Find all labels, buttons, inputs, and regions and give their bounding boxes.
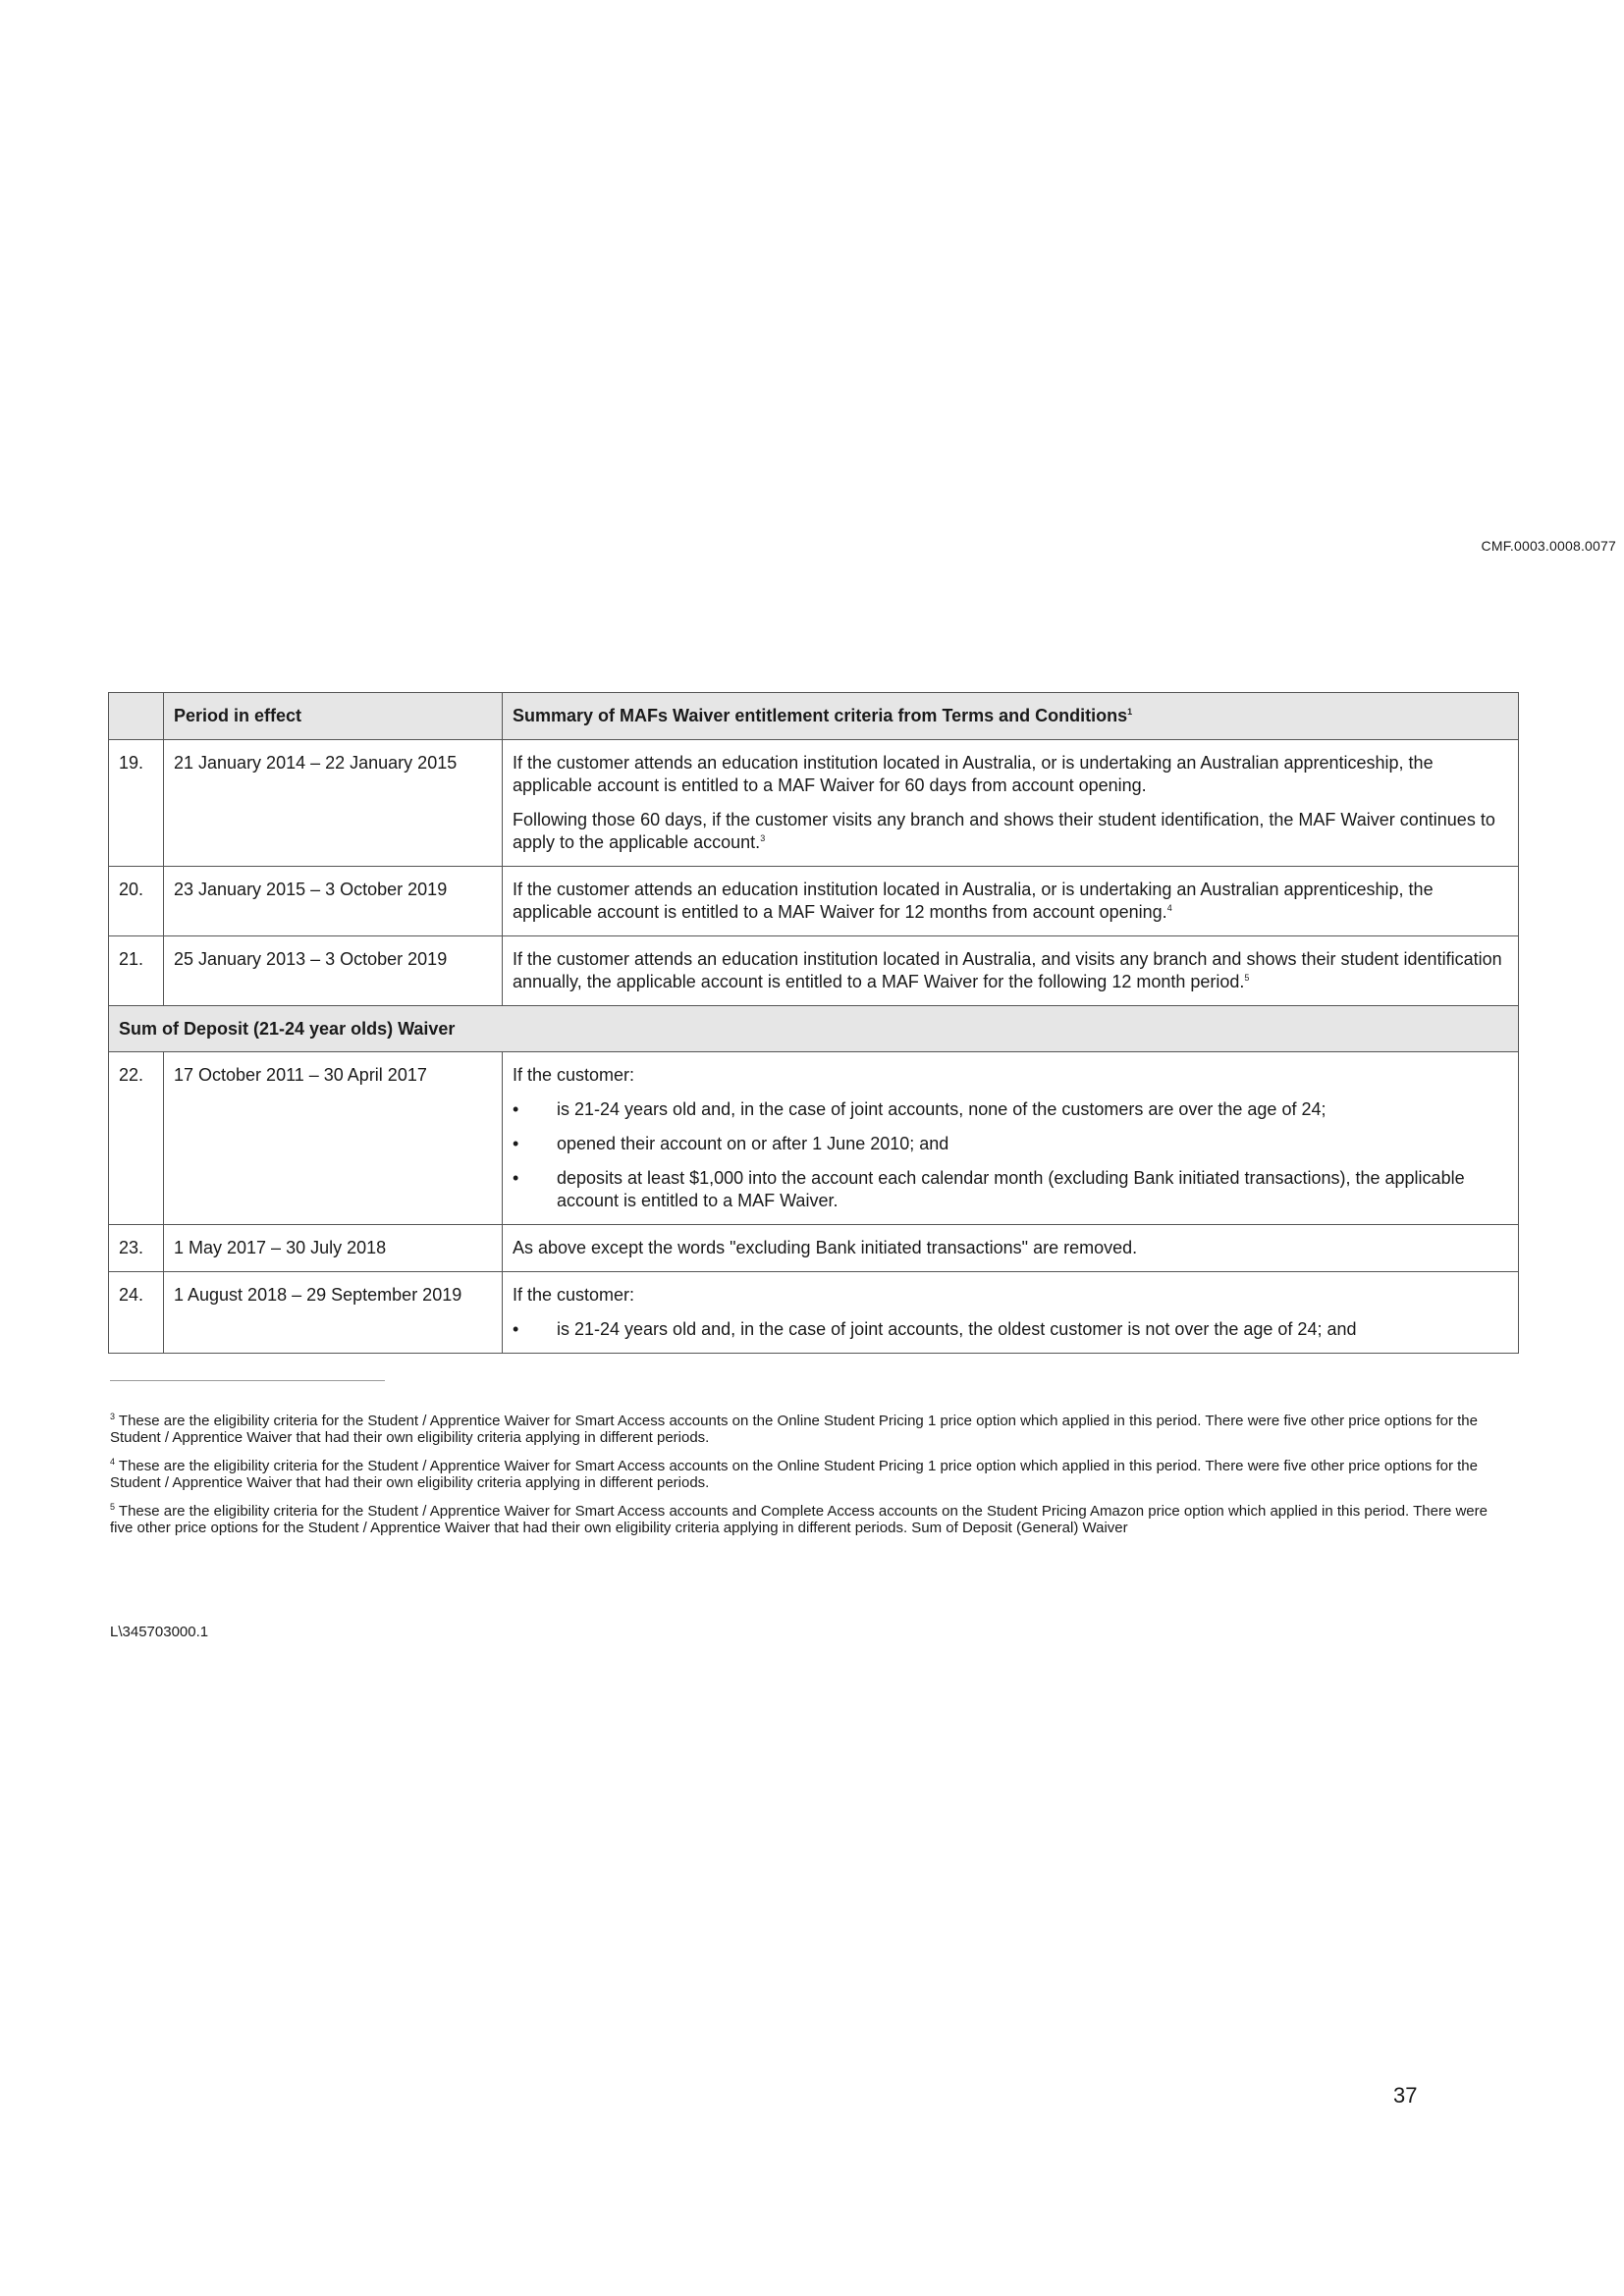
table-row (109, 936, 1519, 1006)
row-summary (503, 936, 1519, 1006)
bullet-icon: • (513, 1134, 519, 1153)
criteria-list (513, 1318, 1508, 1341)
bullet-icon: • (513, 1099, 519, 1119)
footnote-ref-4[interactable]: 4 (1166, 903, 1172, 913)
row-period: 17 October 2011 – 30 April 2017 (164, 1052, 503, 1225)
summary-paragraph (513, 809, 1508, 854)
row-summary (503, 740, 1519, 867)
footnote-ref-3[interactable]: 3 (760, 833, 766, 843)
row-number: 20. (109, 867, 164, 936)
row-summary (503, 1052, 1519, 1225)
list-item (513, 1133, 1508, 1155)
footnote-text: These are the eligibility criteria for the Student / Apprentice Waiver for Smart Access accounts and Complete Access accounts on the Student Pricing Amazon price option which applied in this period. There were five other price options for the Student / Apprentice Waiver that had their own eligibility criteria applying in different periods. Sum of Deposit (General) Waiver (110, 1503, 1488, 1536)
row-number: 23. (109, 1225, 164, 1272)
list-item-text: deposits at least $1,000 into the account each calendar month (excluding Bank initiated transactions), the applicable account is entitled to a MAF Waiver. (557, 1168, 1465, 1210)
summary-intro: As above except the words "excluding Bank initiated transactions" are removed. (513, 1238, 1138, 1257)
list-item (513, 1098, 1508, 1121)
footnote (110, 1503, 1514, 1536)
list-item (513, 1167, 1508, 1212)
list-item-text: opened their account on or after 1 June 2010; and (557, 1134, 949, 1153)
document-reference: L\345703000.1 (110, 1624, 209, 1640)
waiver-criteria-table (108, 692, 1519, 1354)
summary-paragraph-text: If the customer attends an education institution located in Australia, or is undertaking an Australian apprenticeship, the applicable account is entitled to a MAF Waiver for 12 months from account opening. (513, 880, 1434, 922)
footnote-marker: 3 (110, 1412, 116, 1421)
header-summary (503, 693, 1519, 740)
list-item-text: is 21-24 years old and, in the case of joint accounts, none of the customers are over the age of 24; (557, 1099, 1326, 1119)
footnote-text: These are the eligibility criteria for the Student / Apprentice Waiver for Smart Access accounts on the Online Student Pricing 1 price option which applied in this period. There were five other price options for the Student / Apprentice Waiver that had their own eligibility criteria applying in different periods. (110, 1413, 1478, 1446)
footnote-ref-5[interactable]: 5 (1244, 973, 1250, 983)
table-row (109, 1225, 1519, 1272)
table-row (109, 740, 1519, 867)
summary-paragraph-text: Following those 60 days, if the customer visits any branch and shows their student identification, the MAF Waiver continues to apply to the applicable account. (513, 810, 1495, 852)
summary-paragraph (513, 948, 1508, 993)
summary-paragraph-text: If the customer attends an education institution located in Australia, and visits any branch and shows their student identification annually, the applicable account is entitled to a MAF Waiver for the following 12 month period. (513, 949, 1502, 991)
header-number (109, 693, 164, 740)
bullet-icon: • (513, 1168, 519, 1188)
bullet-icon: • (513, 1319, 519, 1339)
row-period: 25 January 2013 – 3 October 2019 (164, 936, 503, 1006)
row-number: 19. (109, 740, 164, 867)
row-number: 22. (109, 1052, 164, 1225)
list-item-text: is 21-24 years old and, in the case of joint accounts, the oldest customer is not over the age of 24; and (557, 1319, 1357, 1339)
footnote-marker: 4 (110, 1457, 116, 1467)
table-row (109, 867, 1519, 936)
footnotes (110, 1413, 1514, 1548)
section-heading-row (109, 1006, 1519, 1052)
section-heading: Sum of Deposit (21-24 year olds) Waiver (109, 1006, 1519, 1052)
criteria-list (513, 1098, 1508, 1212)
list-item (513, 1318, 1508, 1341)
footnote-text: These are the eligibility criteria for the Student / Apprentice Waiver for Smart Access accounts on the Online Student Pricing 1 price option which applied in this period. There were five other price options for the Student / Apprentice Waiver that had their own eligibility criteria applying in different periods. (110, 1458, 1478, 1491)
footnote-marker: 5 (110, 1502, 116, 1512)
row-summary (503, 867, 1519, 936)
table-row (109, 1272, 1519, 1354)
summary-intro: If the customer: (513, 1285, 635, 1305)
row-period: 1 May 2017 – 30 July 2018 (164, 1225, 503, 1272)
header-period: Period in effect (164, 693, 503, 740)
page-number: 37 (1393, 2083, 1418, 2108)
summary-paragraph (513, 879, 1508, 924)
footnote (110, 1413, 1514, 1446)
row-summary (503, 1225, 1519, 1272)
header-summary-text: Summary of MAFs Waiver entitlement criteria from Terms and Conditions (513, 706, 1128, 725)
footnote-ref-1[interactable]: 1 (1127, 707, 1133, 717)
summary-paragraph: If the customer attends an education institution located in Australia, or is undertaking an Australian apprenticeship, the applicable account is entitled to a MAF Waiver for 60 days from account opening. (513, 753, 1434, 795)
row-number: 24. (109, 1272, 164, 1354)
table-header-row (109, 693, 1519, 740)
footnote-divider (110, 1380, 385, 1381)
row-summary (503, 1272, 1519, 1354)
table-row (109, 1052, 1519, 1225)
document-id: CMF.0003.0008.0077 (1481, 538, 1616, 554)
summary-intro: If the customer: (513, 1065, 635, 1085)
row-period: 23 January 2015 – 3 October 2019 (164, 867, 503, 936)
row-period: 1 August 2018 – 29 September 2019 (164, 1272, 503, 1354)
row-period: 21 January 2014 – 22 January 2015 (164, 740, 503, 867)
row-number: 21. (109, 936, 164, 1006)
footnote (110, 1458, 1514, 1491)
